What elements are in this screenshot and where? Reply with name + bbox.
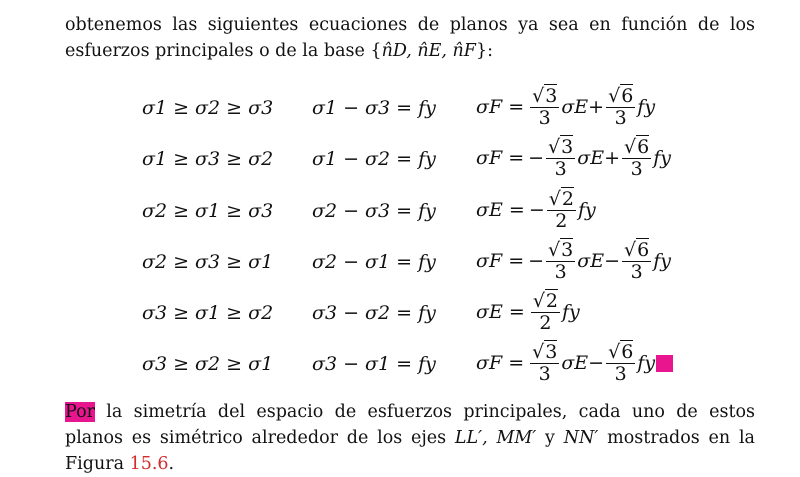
sqrt-symbol: √	[608, 84, 621, 107]
sqrt-symbol: √	[532, 289, 545, 312]
variable: fy	[637, 352, 656, 374]
figure-link[interactable]: 15.6	[129, 454, 169, 474]
plane-equation	[476, 287, 580, 337]
plane-equation	[476, 338, 673, 388]
stress-difference: σ3 − σ2 = fy	[312, 302, 436, 324]
sqrt-symbol: √	[532, 340, 545, 363]
variable: σE	[577, 250, 605, 272]
sqrt-argument: 3	[545, 340, 558, 363]
closing-paragraph	[65, 399, 755, 477]
fraction-1-denominator: 2	[539, 311, 552, 334]
stress-order: σ1 ≥ σ2 ≥ σ3	[142, 97, 274, 119]
plane-equation	[476, 185, 596, 235]
variable: σE	[577, 147, 605, 169]
fraction-2-numerator	[606, 342, 635, 364]
fraction-2	[606, 342, 635, 385]
fraction-1	[530, 342, 559, 385]
fraction-1	[531, 291, 560, 334]
highlight-marker	[656, 355, 673, 372]
sign: −	[528, 147, 545, 169]
stress-order: σ2 ≥ σ3 ≥ σ1	[142, 251, 274, 273]
equation-row	[0, 82, 800, 132]
stress-order: σ3 ≥ σ1 ≥ σ2	[142, 302, 274, 324]
sqrt-argument: 3	[545, 84, 558, 107]
sign: −	[588, 352, 605, 374]
variable: fy	[562, 301, 580, 323]
closing-text-y: y	[536, 428, 564, 448]
fraction-2-denominator: 3	[630, 157, 643, 180]
variable: fy	[653, 250, 671, 272]
equation-row	[0, 133, 800, 183]
variable: fy	[577, 199, 596, 221]
closing-text-end: .	[168, 454, 175, 474]
plane-equation	[476, 133, 671, 183]
fraction-2-denominator: 3	[614, 362, 627, 385]
sqrt-symbol: √	[624, 238, 637, 261]
plane-lhs: σF =	[476, 96, 525, 118]
stress-difference: σ2 − σ3 = fy	[312, 200, 436, 222]
fraction-1-denominator: 3	[554, 260, 567, 283]
fraction-2	[622, 240, 651, 283]
sign: +	[588, 96, 605, 118]
closing-text-1: la simetría del espacio de esfuerzos principales, cada uno de estos planos es simétrico alrededor de los ejes	[65, 402, 755, 448]
plane-lhs: σE =	[476, 199, 525, 221]
sqrt-symbol: √	[608, 340, 621, 363]
sqrt-argument: 2	[561, 187, 574, 210]
fraction-1	[546, 240, 575, 283]
stress-difference: σ3 − σ1 = fy	[312, 353, 436, 375]
fraction-1-numerator	[547, 189, 576, 211]
stress-order: σ2 ≥ σ1 ≥ σ3	[142, 200, 274, 222]
highlighted-word: Por	[65, 402, 95, 422]
fraction-2-numerator	[622, 240, 651, 262]
basis-vectors: n̂D, n̂E, n̂F	[381, 41, 476, 61]
sqrt-symbol: √	[532, 84, 545, 107]
fraction-1-denominator: 2	[555, 209, 568, 232]
intro-text: obtenemos las siguientes ecuaciones de planos ya sea en función de los esfuerzos principales o de la base {	[65, 15, 755, 61]
fraction-2-denominator: 3	[630, 260, 643, 283]
sqrt-symbol: √	[548, 135, 561, 158]
equation-row	[0, 287, 800, 337]
stress-order: σ3 ≥ σ2 ≥ σ1	[142, 353, 274, 375]
sqrt-argument: 2	[545, 289, 559, 312]
stress-difference: σ1 − σ3 = fy	[312, 97, 436, 119]
fraction-1-numerator	[530, 342, 559, 364]
fraction-2	[606, 86, 635, 129]
sqrt-symbol: √	[548, 238, 561, 261]
intro-paragraph	[65, 12, 755, 64]
sqrt-symbol: √	[624, 135, 637, 158]
sqrt-argument: 6	[637, 238, 650, 261]
variable: fy	[653, 147, 671, 169]
axis-nn-label: NN′	[563, 428, 599, 448]
equation-row	[0, 338, 800, 388]
variable: fy	[637, 96, 656, 118]
sqrt-symbol: √	[548, 187, 561, 210]
plane-lhs: σF =	[476, 250, 525, 272]
fraction-2	[622, 137, 651, 180]
stress-difference: σ2 − σ1 = fy	[312, 251, 436, 273]
plane-lhs: σE =	[476, 301, 525, 323]
sqrt-argument: 3	[561, 238, 574, 261]
fraction-1-denominator: 3	[538, 106, 551, 129]
sign: −	[528, 199, 545, 221]
fraction-1-numerator	[546, 240, 575, 262]
sqrt-argument: 6	[621, 84, 634, 107]
fraction-2-numerator	[606, 86, 635, 108]
fraction-2-numerator	[622, 137, 651, 159]
plane-lhs: σF =	[476, 352, 525, 374]
fraction-1-denominator: 3	[538, 362, 551, 385]
closing-text-2: mostrados en la Figura	[65, 428, 755, 474]
fraction-1	[547, 189, 576, 232]
plane-equation	[476, 82, 655, 132]
fraction-1-numerator	[531, 291, 560, 313]
fraction-2-denominator: 3	[614, 106, 627, 129]
plane-lhs: σF =	[476, 147, 525, 169]
fraction-1	[530, 86, 559, 129]
variable: σE	[561, 96, 589, 118]
sqrt-argument: 6	[637, 135, 650, 158]
sqrt-argument: 6	[621, 340, 634, 363]
fraction-1-numerator	[530, 86, 559, 108]
equation-row	[0, 185, 800, 235]
stress-order: σ1 ≥ σ3 ≥ σ2	[142, 148, 274, 170]
stress-difference: σ1 − σ2 = fy	[312, 148, 436, 170]
fraction-1-denominator: 3	[554, 157, 567, 180]
variable: σE	[561, 352, 589, 374]
sign: +	[604, 147, 621, 169]
sign: −	[528, 250, 545, 272]
axes-labels: LL′, MM′	[454, 428, 537, 448]
plane-equation	[476, 236, 671, 286]
fraction-1	[546, 137, 575, 180]
sqrt-argument: 3	[561, 135, 574, 158]
intro-text-end: }:	[475, 41, 493, 61]
fraction-1-numerator	[546, 137, 575, 159]
sign: −	[604, 250, 621, 272]
equation-row	[0, 236, 800, 286]
